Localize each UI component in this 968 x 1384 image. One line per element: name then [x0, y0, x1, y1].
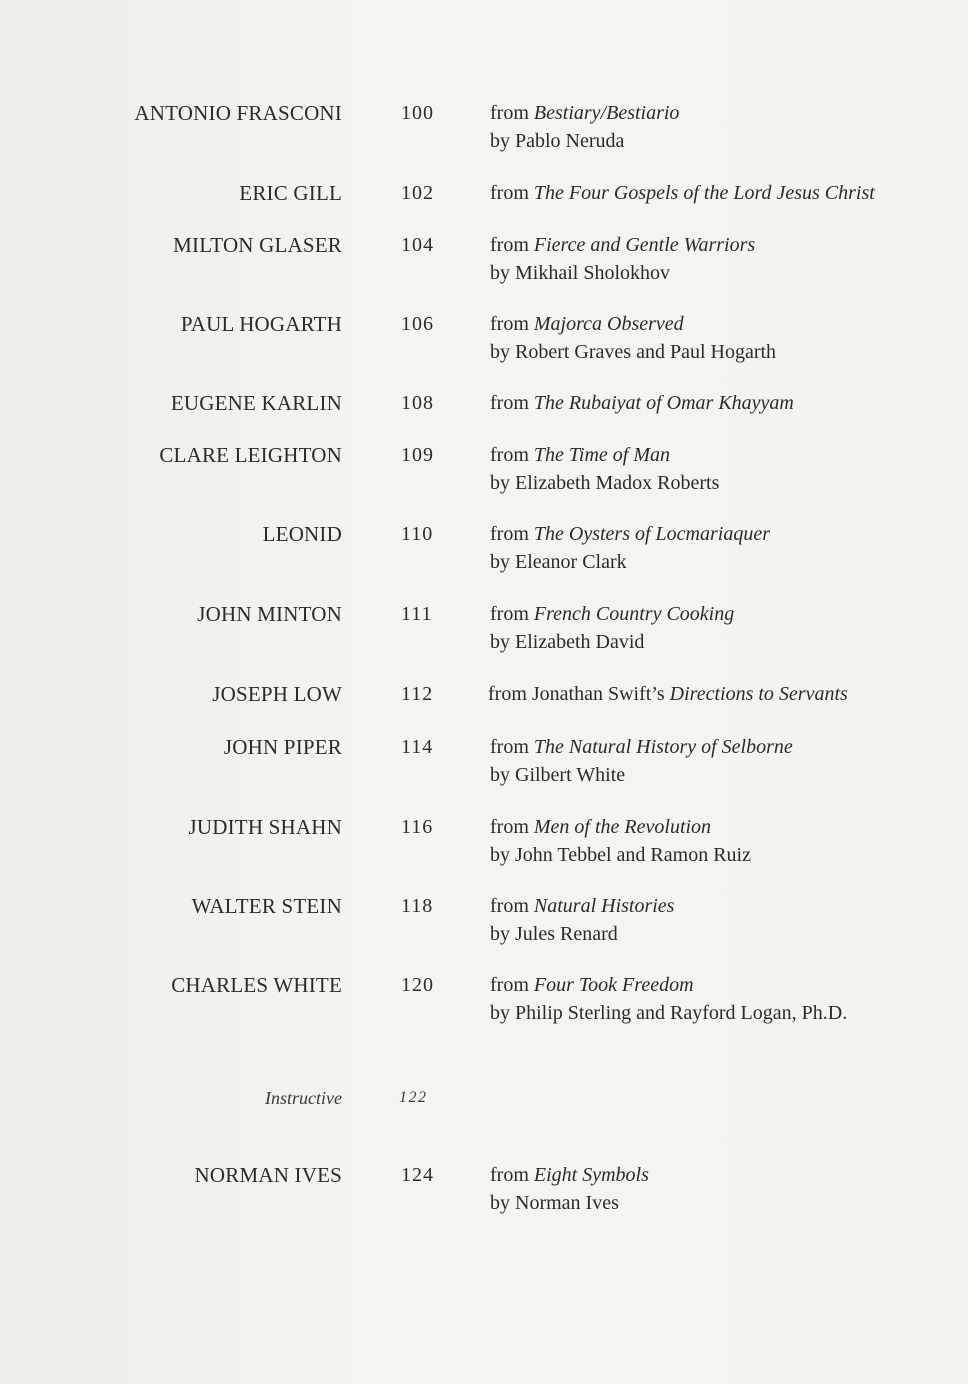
work-description — [490, 520, 960, 576]
artist-name: NORMAN IVES — [194, 1163, 342, 1187]
page-number: 109 — [401, 444, 434, 466]
title-prefix: from — [490, 523, 534, 545]
work-title-line — [490, 520, 960, 548]
page-number: 102 — [401, 182, 434, 204]
page-number: 112 — [401, 683, 434, 705]
work-description — [490, 971, 960, 1027]
work-title-line — [490, 600, 960, 628]
page-number: 116 — [401, 816, 434, 838]
page-number: 104 — [401, 234, 434, 256]
work-description — [490, 892, 960, 948]
work-description — [490, 179, 960, 207]
artist-name: ERIC GILL — [239, 181, 342, 205]
artist-name: WALTER STEIN — [191, 894, 342, 918]
work-title: Natural Histories — [533, 895, 675, 917]
work-author-line: by Norman Ives — [490, 1192, 619, 1214]
work-title: Bestiary/Bestiario — [533, 102, 680, 124]
page-number: 110 — [401, 523, 434, 545]
work-description — [490, 310, 960, 366]
work-description — [490, 231, 960, 287]
work-author-line: by Robert Graves and Paul Hogarth — [490, 341, 777, 363]
work-description — [490, 441, 960, 497]
work-title-line — [490, 389, 960, 417]
artist-name: CHARLES WHITE — [171, 973, 342, 997]
title-prefix: from — [490, 392, 534, 414]
work-author-line: by Pablo Neruda — [490, 130, 625, 152]
work-title-line — [490, 231, 960, 259]
work-title: Directions to Servants — [669, 683, 848, 705]
work-author-line: by Eleanor Clark — [490, 551, 627, 573]
title-prefix: from — [490, 603, 534, 625]
work-author-line: by Elizabeth David — [490, 631, 645, 653]
work-author-line: by Elizabeth Madox Roberts — [490, 472, 720, 494]
work-title: The Natural History of Selborne — [533, 736, 793, 758]
section-label: Instructive — [265, 1088, 342, 1108]
artist-name: MILTON GLASER — [173, 233, 342, 257]
artist-name: ANTONIO FRASCONI — [134, 101, 342, 125]
work-description — [490, 99, 960, 155]
work-title-line — [490, 1161, 960, 1189]
work-title: Eight Symbols — [533, 1164, 649, 1186]
artist-name: JOHN PIPER — [223, 735, 342, 759]
work-title-line — [490, 971, 960, 999]
work-author-line: by Gilbert White — [490, 764, 626, 786]
page-number: 111 — [401, 603, 433, 625]
work-title-line — [490, 310, 960, 338]
artist-name: CLARE LEIGHTON — [159, 443, 342, 467]
title-prefix: from — [490, 1164, 534, 1186]
work-title: Majorca Observed — [533, 313, 684, 335]
title-prefix: from — [490, 895, 534, 917]
work-description — [490, 600, 960, 656]
title-prefix: from Jonathan Swift’s — [488, 683, 670, 705]
page-number: 120 — [401, 974, 434, 996]
title-prefix: from — [490, 816, 534, 838]
artist-name: EUGENE KARLIN — [170, 391, 342, 415]
title-prefix: from — [490, 102, 534, 124]
page-number: 124 — [401, 1164, 434, 1186]
section-page-number: 122 — [399, 1089, 428, 1106]
work-author-line: by Mikhail Sholokhov — [490, 262, 671, 284]
work-title-line — [490, 813, 960, 841]
title-prefix: from — [490, 974, 534, 996]
work-description — [490, 389, 960, 417]
work-title-line — [490, 441, 960, 469]
artist-name: LEONID — [262, 522, 342, 546]
work-title: French Country Cooking — [533, 603, 735, 625]
work-author-line: by Jules Renard — [490, 923, 618, 945]
work-author-line: by John Tebbel and Ramon Ruiz — [490, 844, 751, 866]
title-prefix: from — [490, 444, 534, 466]
work-title: The Time of Man — [533, 444, 671, 466]
title-prefix: from — [490, 313, 534, 335]
work-title-line — [490, 733, 960, 761]
title-prefix: from — [490, 182, 534, 204]
work-title-line — [490, 179, 960, 207]
artist-name: PAUL HOGARTH — [180, 312, 342, 336]
work-title: The Four Gospels of the Lord Jesus Christ — [533, 182, 875, 204]
work-description — [490, 813, 960, 869]
artist-name: JOHN MINTON — [197, 602, 342, 626]
artist-name: JOSEPH LOW — [212, 682, 342, 706]
page-number: 100 — [401, 102, 434, 124]
work-author-line: by Philip Sterling and Rayford Logan, Ph.D. — [490, 1002, 848, 1024]
work-description — [490, 1161, 960, 1217]
work-title-line — [490, 892, 960, 920]
work-title: Four Took Freedom — [533, 974, 694, 996]
work-title: The Rubaiyat of Omar Khayyam — [533, 392, 794, 414]
work-description — [488, 680, 958, 708]
page-number: 108 — [401, 392, 434, 414]
artist-name: JUDITH SHAHN — [188, 815, 342, 839]
title-prefix: from — [490, 234, 534, 256]
title-prefix: from — [490, 736, 534, 758]
page-number: 106 — [401, 313, 434, 335]
work-description — [490, 733, 960, 789]
work-title-line — [490, 99, 960, 127]
work-title-line — [488, 680, 958, 708]
work-title: Men of the Revolution — [533, 816, 712, 838]
work-title: The Oysters of Locmariaquer — [533, 523, 770, 545]
page-number: 114 — [401, 736, 434, 758]
page-number: 118 — [401, 895, 434, 917]
work-title: Fierce and Gentle Warriors — [533, 234, 756, 256]
